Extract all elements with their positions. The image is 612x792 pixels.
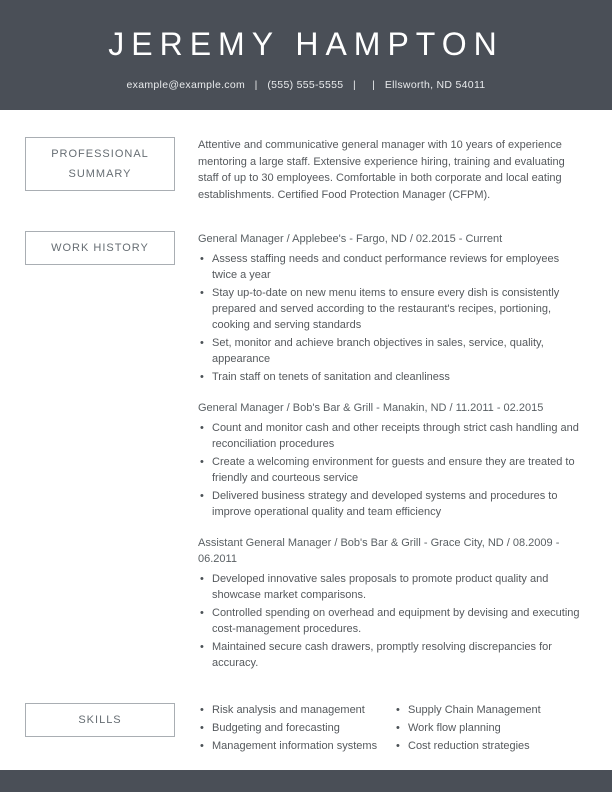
job-heading: General Manager / Bob's Bar & Grill - Manakin, ND / 11.2011 - 02.2015 (198, 402, 544, 414)
job-entry (198, 535, 587, 671)
section-work-history (25, 231, 587, 673)
job-bullet: • Train staff on tenets of sanitation and cleanliness (198, 369, 587, 385)
skills-list-right (394, 703, 587, 757)
job-entry (198, 400, 587, 520)
job-bullet: • Create a welcoming environment for guests and ensure they are treated to friendly and courteous service (198, 454, 587, 486)
candidate-name: JEREMY HAMPTON (108, 26, 504, 62)
skill-item: • Supply Chain Management (394, 703, 587, 718)
summary-label-col (25, 137, 175, 191)
job-bullet: • Count and monitor cash and other receipts through strict cash handling and reconciliation procedures (198, 420, 587, 452)
job-heading: General Manager / Applebee's - Fargo, ND / 02.2015 - Current (198, 233, 503, 245)
skills-section-label: SKILLS (25, 703, 175, 737)
job-bullet: • Developed innovative sales proposals to promote product quality and showcase market comparisons. (198, 571, 587, 603)
job-bullet: • Delivered business strategy and developed systems and procedures to improve operational quality and team efficiency (198, 488, 587, 520)
job-bullet: • Assess staffing needs and conduct performance reviews for employees twice a year (198, 251, 587, 283)
work-history-section-label: WORK HISTORY (25, 231, 175, 265)
section-skills (25, 703, 587, 757)
job-bullet-list (198, 251, 587, 385)
job-entry (198, 231, 587, 385)
footer-bar (0, 770, 612, 792)
skills-label-col (25, 703, 175, 737)
job-bullet-list (198, 571, 587, 671)
skills-list-left (198, 703, 394, 757)
skill-item: • Budgeting and forecasting (198, 721, 394, 736)
resume-header (0, 0, 612, 110)
summary-text: Attentive and communicative general manager with 10 years of experience mentoring a large staff. Extensive experience hiring, training and evaluating staff of up to 30 employees. Comfortable in both corporate and local eating establishments. Certified Food Protection Manager (CFPM). (198, 139, 565, 201)
contact-line: example@example.com | (555) 555-5555 | | Ellsworth, ND 54011 (126, 79, 486, 91)
skill-item: • Management information systems (198, 739, 394, 754)
work-history-label-col (25, 231, 175, 265)
resume-body (0, 110, 612, 757)
summary-content (198, 137, 587, 203)
job-bullet: • Maintained secure cash drawers, promptly resolving discrepancies for accuracy. (198, 639, 587, 671)
skills-content (198, 703, 587, 757)
job-bullet: • Set, monitor and achieve branch objectives in sales, service, quality, appearance (198, 335, 587, 367)
job-bullet-list (198, 420, 587, 520)
skill-item: • Work flow planning (394, 721, 587, 736)
job-bullet: • Controlled spending on overhead and equipment by devising and executing cost-management procedures. (198, 605, 587, 637)
work-history-content (198, 231, 587, 673)
section-professional-summary (25, 137, 587, 203)
summary-section-label: PROFESSIONAL SUMMARY (25, 137, 175, 191)
skill-item: • Risk analysis and management (198, 703, 394, 718)
job-bullet: • Stay up-to-date on new menu items to ensure every dish is consistently prepared and served according to the restaurant's recipes, portioning, cooking and serving standards (198, 285, 587, 333)
job-heading: Assistant General Manager / Bob's Bar & Grill - Grace City, ND / 08.2009 - 06.2011 (198, 537, 560, 565)
skill-item: • Cost reduction strategies (394, 739, 587, 754)
